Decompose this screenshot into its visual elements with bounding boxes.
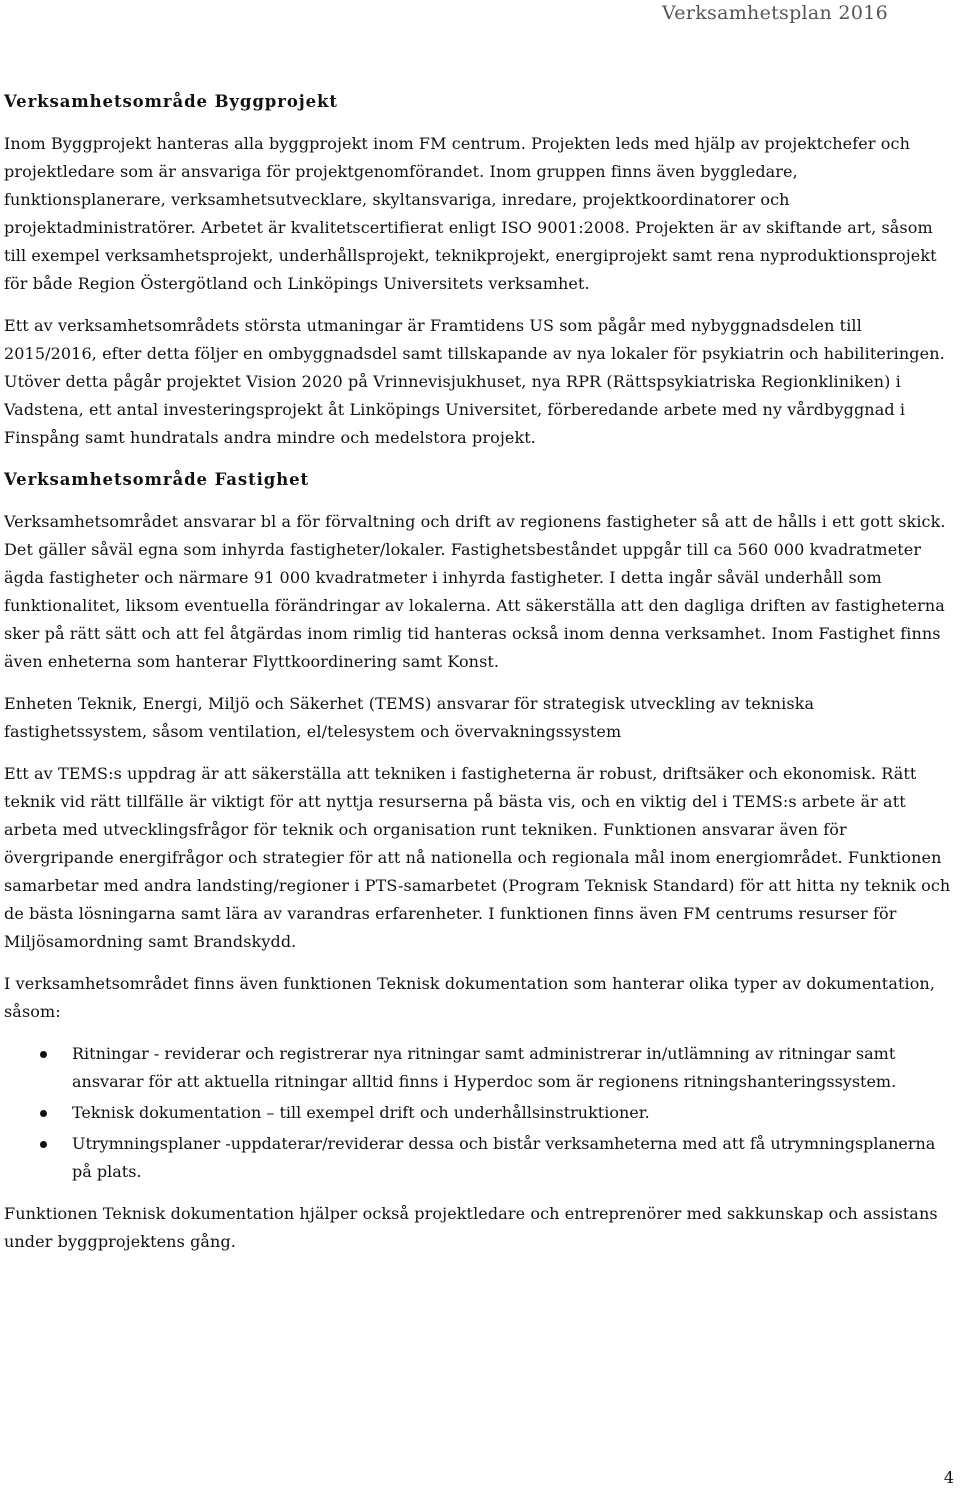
section-heading-fastighet: Verksamhetsområde Fastighet	[4, 470, 310, 489]
document-body	[4, 88, 954, 1270]
byggprojekt-paragraph-2: Ett av verksamhetsområdets största utmaningar är Framtidens US som pågår med nybyggnadsdelen till 2015/2016, efter detta följer en ombyggnadsdel samt tillskapande av nya lokaler för psykiatrin och habiliteringen. Utöver detta pågår projektet Vision 2020 på Vrinnevisjukhuset, nya RPR (Rättspsykiatriska Regionkliniken) i Vadstena, ett antal investeringsprojekt åt Linköpings Universitet, förberedande arbete med ny vårdbyggnad i Finspång samt hundratals andra mindre och medelstora projekt.	[4, 316, 945, 447]
section-heading-byggprojekt: Verksamhetsområde Byggprojekt	[4, 92, 338, 111]
fastighet-paragraph-tems-intro: Enheten Teknik, Energi, Miljö och Säkerhet (TEMS) ansvarar för strategisk utveckling av tekniska fastighetssystem, såsom ventilation, el/telesystem och övervakningssystem	[4, 694, 815, 741]
byggprojekt-paragraph-1: Inom Byggprojekt hanteras alla byggprojekt inom FM centrum. Projekten leds med hjälp av projektchefer och projektledare som är ansvariga för projektgenomförandet. Inom gruppen finns även byggledare, funktionsplanerare, verksamhetsutvecklare, skyltansvariga, inredare, projektkoordinatorer och projektadministratörer. Arbetet är kvalitetscertifierat enligt ISO 9001:2008. Projekten är av skiftande art, såsom till exempel verksamhetsprojekt, underhållsprojekt, teknikprojekt, energiprojekt samt rena nyproduktionsprojekt för både Region Östergötland och Linköpings Universitets verksamhet.	[4, 134, 937, 293]
dokumentation-bullet-list	[4, 1040, 954, 1186]
fastighet-paragraph-tems-mission: Ett av TEMS:s uppdrag är att säkerställa att tekniken i fastigheterna är robust, driftsäker och ekonomisk. Rätt teknik vid rätt tillfälle är viktigt för att nyttja resurserna på bästa vis, och en viktig del i TEMS:s arbete är att arbeta med utvecklingsfrågor för teknik och organisation runt tekniken. Funktionen ansvarar även för övergripande energifrågor och strategier för att nå nationella och regionala mål inom energiområdet. Funktionen samarbetar med andra landsting/regioner i PTS-samarbetet (Program Teknisk Standard) för att hitta ny teknik och de bästa lösningarna samt lära av varandras erfarenheter. I funktionen finns även FM centrums resurser för Miljösamordning samt Brandskydd.	[4, 764, 951, 951]
fastighet-paragraph-1: Verksamhetsområdet ansvarar bl a för förvaltning och drift av regionens fastigheter så att de hålls i ett gott skick. Det gäller såväl egna som inhyrda fastigheter/lokaler. Fastighetsbeståndet uppgår till ca 560 000 kvadratmeter ägda fastigheter och närmare 91 000 kvadratmeter i inhyrda fastigheter. I detta ingår såväl underhåll som funktionalitet, liksom eventuella förändringar av lokalerna. Att säkerställa att den dagliga driften av fastigheterna sker på rätt sätt och att fel åtgärdas inom rimlig tid hanteras också inom denna verksamhet. Inom Fastighet finns även enheterna som hanterar Flyttkoordinering samt Konst.	[4, 512, 946, 671]
page-number: 4	[943, 1468, 954, 1487]
bullet-item-utrymningsplaner: Utrymningsplaner -uppdaterar/reviderar dessa och bistår verksamheterna med att få utrymningsplanerna på plats.	[72, 1130, 954, 1186]
fastighet-closing-paragraph: Funktionen Teknisk dokumentation hjälper också projektledare och entreprenörer med sakkunskap och assistans under byggprojektens gång.	[4, 1204, 938, 1251]
fastighet-paragraph-dokumentation-intro: I verksamhetsområdet finns även funktionen Teknisk dokumentation som hanterar olika typer av dokumentation, såsom:	[4, 974, 936, 1021]
bullet-item-teknisk-dokumentation: Teknisk dokumentation – till exempel drift och underhållsinstruktioner.	[72, 1099, 954, 1127]
page-header-title: Verksamhetsplan 2016	[662, 2, 888, 24]
bullet-item-ritningar: Ritningar - reviderar och registrerar nya ritningar samt administrerar in/utlämning av ritningar samt ansvarar för att aktuella ritningar alltid finns i Hyperdoc som är regionens ritningshanteringssystem.	[72, 1040, 954, 1096]
